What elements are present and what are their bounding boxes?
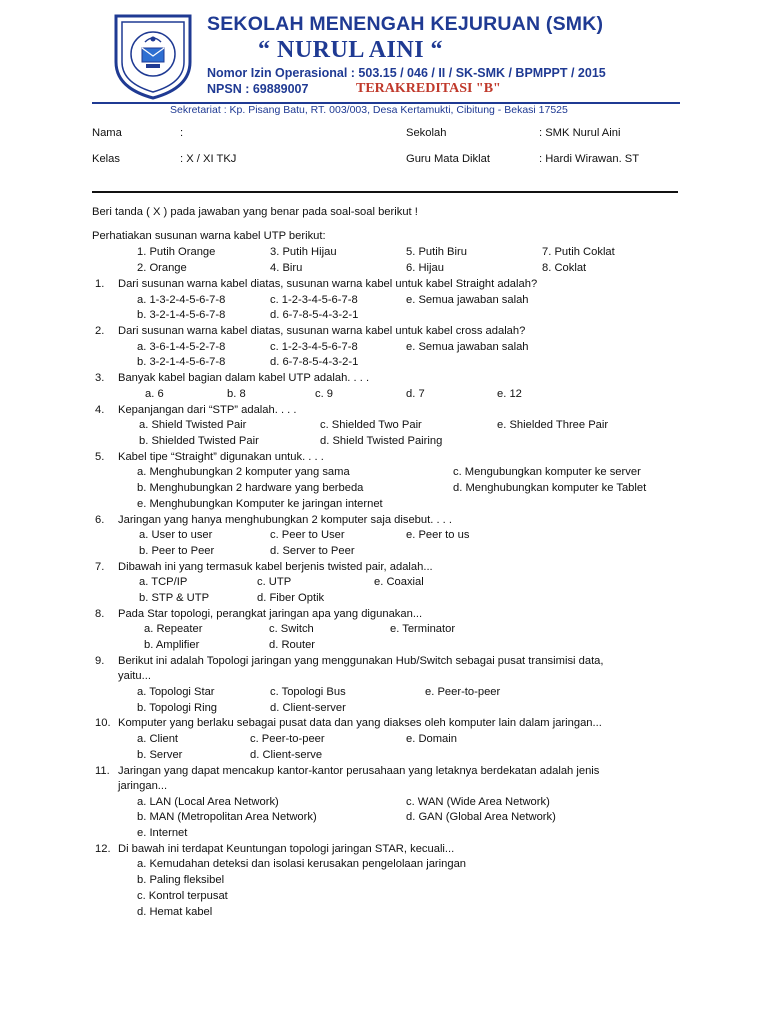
npsn-text: NPSN : 69889007 <box>207 82 309 96</box>
question-number: 5. <box>95 451 105 463</box>
answer-option[interactable]: c. Switch <box>269 623 314 635</box>
question-text: Jaringan yang hanya menghubungkan 2 komputer saja disebut. . . . <box>118 514 452 526</box>
guru-value: : Hardi Wirawan. ST <box>539 153 640 165</box>
question-text: Komputer yang berlaku sebagai pusat data dan yang diakses oleh komputer lain dalam jaringan... <box>118 717 602 729</box>
answer-option[interactable]: a. TCP/IP <box>139 576 188 588</box>
answer-option[interactable]: e. Internet <box>137 827 188 839</box>
nama-value[interactable]: : <box>180 127 184 139</box>
answer-option[interactable]: c. WAN (Wide Area Network) <box>406 796 550 808</box>
answer-option[interactable]: c. Kontrol terpusat <box>137 890 228 902</box>
answer-option[interactable]: a. Repeater <box>144 623 203 635</box>
question-text: Kepanjangan dari “STP” adalah. . . . <box>118 404 297 416</box>
answer-option[interactable]: a. Client <box>137 733 179 745</box>
answer-option[interactable]: a. User to user <box>139 529 213 541</box>
kelas-value: : X / XI TKJ <box>180 153 237 165</box>
answer-option[interactable]: c. 1-2-3-4-5-6-7-8 <box>270 341 358 353</box>
answer-option[interactable]: c. Peer-to-peer <box>250 733 325 745</box>
answer-option[interactable]: a. Topologi Star <box>137 686 215 698</box>
secretariat-address: Sekretariat : Kp. Pisang Batu, RT. 003/003, Desa Kertamukti, Cibitung - Bekasi 17525 <box>170 104 568 116</box>
question-text: Jaringan yang dapat mencakup kantor-kantor perusahaan yang letaknya berdekatan adalah jenis <box>118 765 600 777</box>
answer-option[interactable]: b. MAN (Metropolitan Area Network) <box>137 811 317 823</box>
utp-color-8: 8. Coklat <box>542 262 587 274</box>
answer-option[interactable]: e. Coaxial <box>374 576 424 588</box>
answer-option[interactable]: e. Semua jawaban salah <box>406 341 529 353</box>
question-number: 3. <box>95 372 105 384</box>
answer-option[interactable]: d. Fiber Optik <box>257 592 325 604</box>
question-number: 8. <box>95 608 105 620</box>
question-text: Dari susunan warna kabel diatas, susunan warna kabel untuk kabel cross adalah? <box>118 325 526 337</box>
nama-label: Nama <box>92 127 122 139</box>
answer-option[interactable]: c. 9 <box>315 388 334 400</box>
question-text: Di bawah ini terdapat Keuntungan topologi jaringan STAR, kecuali... <box>118 843 455 855</box>
answer-option[interactable]: b. Server <box>137 749 183 761</box>
question-text: Pada Star topologi, perangkat jaringan apa yang digunakan... <box>118 608 423 620</box>
question-text: Kabel tipe “Straight” digunakan untuk. . . . <box>118 451 324 463</box>
guru-label: Guru Mata Diklat <box>406 153 490 165</box>
question-text: Dibawah ini yang termasuk kabel berjenis twisted pair, adalah... <box>118 561 433 573</box>
sekolah-value: : SMK Nurul Aini <box>539 127 621 139</box>
answer-option[interactable]: e. Semua jawaban salah <box>406 294 529 306</box>
question-number: 4. <box>95 404 105 416</box>
question-number: 9. <box>95 655 105 667</box>
answer-option[interactable]: e. Domain <box>406 733 457 745</box>
answer-option[interactable]: b. Topologi Ring <box>137 702 218 714</box>
answer-option[interactable]: c. Mengubungkan komputer ke server <box>453 466 641 478</box>
answer-option[interactable]: c. UTP <box>257 576 292 588</box>
question-number: 2. <box>95 325 105 337</box>
answer-option[interactable]: b. Paling fleksibel <box>137 874 225 886</box>
answer-option[interactable]: d. 6-7-8-5-4-3-2-1 <box>270 356 359 368</box>
utp-color-4: 4. Biru <box>270 262 303 274</box>
answer-option[interactable]: d. 7 <box>406 388 425 400</box>
answer-option[interactable]: a. Menghubungkan 2 komputer yang sama <box>137 466 350 478</box>
answer-option[interactable]: b. Amplifier <box>144 639 200 651</box>
accreditation-text: TERAKREDITASI "B" <box>356 81 501 96</box>
answer-option[interactable]: a. Shield Twisted Pair <box>139 419 247 431</box>
answer-option[interactable]: c. Shielded Two Pair <box>320 419 422 431</box>
answer-option[interactable]: b. 8 <box>227 388 246 400</box>
utp-intro: Perhatiakan susunan warna kabel UTP berikut: <box>92 230 326 242</box>
utp-color-1: 1. Putih Orange <box>137 246 216 258</box>
answer-option[interactable]: e. 12 <box>497 388 522 400</box>
answer-option[interactable]: a. 6 <box>145 388 164 400</box>
answer-option[interactable]: b. 3-2-1-4-5-6-7-8 <box>137 356 226 368</box>
question-number: 6. <box>95 514 105 526</box>
answer-option[interactable]: d. 6-7-8-5-4-3-2-1 <box>270 309 359 321</box>
utp-color-6: 6. Hijau <box>406 262 444 274</box>
answer-option[interactable]: b. Shielded Twisted Pair <box>139 435 259 447</box>
answer-option[interactable]: e. Menghubungkan Komputer ke jaringan internet <box>137 498 383 510</box>
answer-option[interactable]: c. Topologi Bus <box>270 686 346 698</box>
utp-color-3: 3. Putih Hijau <box>270 246 337 258</box>
answer-option[interactable]: b. Menghubungkan 2 hardware yang berbeda <box>137 482 364 494</box>
answer-option[interactable]: a. 3-6-1-4-5-2-7-8 <box>137 341 226 353</box>
answer-option[interactable]: d. Hemat kabel <box>137 906 213 918</box>
answer-option[interactable]: d. GAN (Global Area Network) <box>406 811 556 823</box>
instruction-text: Beri tanda ( X ) pada jawaban yang benar pada soal-soal berikut ! <box>92 206 418 218</box>
kelas-label: Kelas <box>92 153 120 165</box>
answer-option[interactable]: d. Server to Peer <box>270 545 355 557</box>
question-text: Berikut ini adalah Topologi jaringan yang menggunakan Hub/Switch sebagai pusat transimisi data, <box>118 655 604 667</box>
info-divider <box>92 191 678 193</box>
sekolah-label: Sekolah <box>406 127 447 139</box>
question-text-continued: jaringan... <box>118 780 168 792</box>
answer-option[interactable]: b. 3-2-1-4-5-6-7-8 <box>137 309 226 321</box>
answer-option[interactable]: d. Client-server <box>270 702 346 714</box>
answer-option[interactable]: c. Peer to User <box>270 529 345 541</box>
question-text-continued: yaitu... <box>118 670 151 682</box>
answer-option[interactable]: e. Terminator <box>390 623 456 635</box>
school-logo <box>112 12 194 100</box>
answer-option[interactable]: a. 1-3-2-4-5-6-7-8 <box>137 294 226 306</box>
answer-option[interactable]: a. LAN (Local Area Network) <box>137 796 279 808</box>
school-name-heading: “ NURUL AINI “ <box>258 37 444 63</box>
school-type-heading: SEKOLAH MENENGAH KEJURUAN (SMK) <box>207 13 604 35</box>
answer-option[interactable]: d. Menghubungkan komputer ke Tablet <box>453 482 647 494</box>
question-number: 1. <box>95 278 105 290</box>
question-number: 10. <box>95 717 111 729</box>
answer-option[interactable]: c. 1-2-3-4-5-6-7-8 <box>270 294 358 306</box>
question-number: 11. <box>95 765 110 777</box>
utp-color-5: 5. Putih Biru <box>406 246 467 258</box>
operational-permit-text: Nomor Izin Operasional : 503.15 / 046 / II / SK-SMK / BPMPPT / 2015 <box>207 66 606 80</box>
answer-option[interactable]: b. STP & UTP <box>139 592 210 604</box>
answer-option[interactable]: e. Shielded Three Pair <box>497 419 609 431</box>
answer-option[interactable]: d. Router <box>269 639 316 651</box>
question-number: 7. <box>95 561 105 573</box>
utp-color-7: 7. Putih Coklat <box>542 246 615 258</box>
answer-option[interactable]: b. Peer to Peer <box>139 545 215 557</box>
answer-option[interactable]: d. Client-serve <box>250 749 323 761</box>
utp-color-2: 2. Orange <box>137 262 187 274</box>
answer-option[interactable]: e. Peer-to-peer <box>425 686 501 698</box>
question-text: Dari susunan warna kabel diatas, susunan warna kabel untuk kabel Straight adalah? <box>118 278 538 290</box>
answer-option[interactable]: d. Shield Twisted Pairing <box>320 435 443 447</box>
answer-option[interactable]: e. Peer to us <box>406 529 470 541</box>
answer-option[interactable]: a. Kemudahan deteksi dan isolasi kerusakan pengelolaan jaringan <box>137 858 467 870</box>
question-text: Banyak kabel bagian dalam kabel UTP adalah. . . . <box>118 372 370 384</box>
question-number: 12. <box>95 843 111 855</box>
